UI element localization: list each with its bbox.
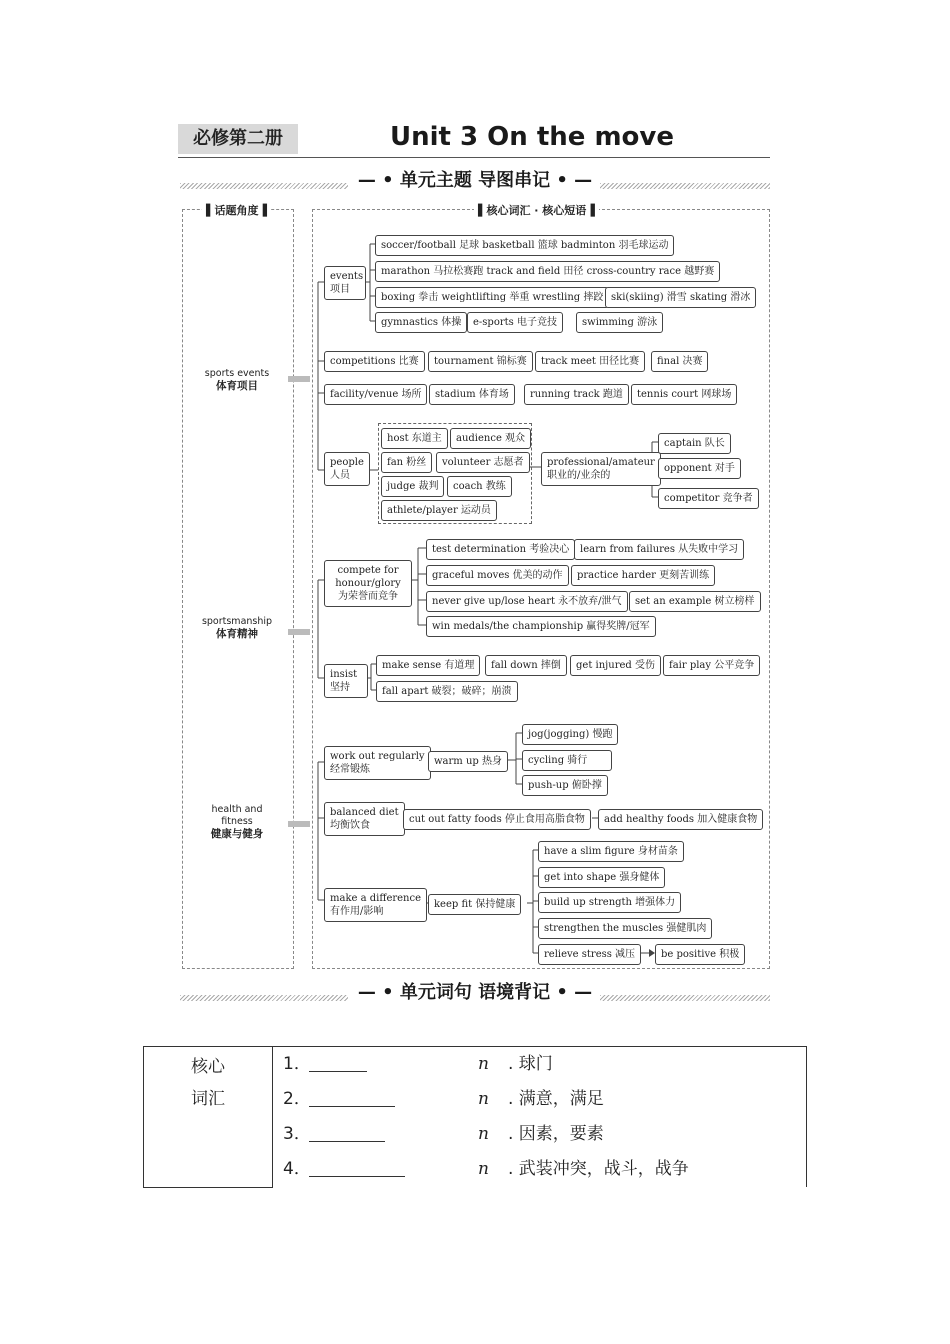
vocab-category: [144, 1047, 273, 1188]
node-audience: audience 观众: [450, 428, 531, 449]
node-professional-amateur: professional/amateur 职业的/业余的: [541, 452, 661, 486]
node-esports: e-sports 电子竞技: [467, 312, 563, 333]
vocab-row: 2． n . 满意，满足: [283, 1089, 604, 1109]
banner2-hatch-right: [600, 995, 770, 1001]
node-opponent: opponent 对手: [658, 458, 741, 479]
node-competitor: competitor 竞争者: [658, 488, 759, 509]
node-learn-failures: learn from failures 从失败中学习: [574, 539, 744, 560]
node-insist: insist 坚持: [324, 664, 368, 698]
node-host: host 东道主: [381, 428, 448, 449]
node-judge: judge 裁判: [381, 476, 444, 497]
node-practice-harder: practice harder 更刻苦训练: [571, 565, 715, 586]
vocab-category-label: 核心 词汇: [191, 1057, 225, 1109]
node-push-up: push-up 俯卧撑: [522, 775, 608, 796]
topic-sportsmanship: sportsmanship 体育精神: [201, 616, 273, 640]
answer-blank[interactable]: [309, 1071, 367, 1072]
node-never-give-up: never give up/lose heart 永不放弃/泄气: [426, 591, 628, 612]
node-jog: jog(jogging) 慢跑: [522, 724, 618, 745]
node-win-medals: win medals/the championship 赢得奖牌/冠军: [426, 616, 656, 637]
node-be-positive: be positive 积极: [655, 944, 745, 965]
node-slim-figure: have a slim figure 身材苗条: [538, 841, 684, 862]
node-swimming: swimming 游泳: [576, 312, 663, 333]
node-fair-play: fair play 公平竞争: [663, 655, 760, 676]
node-facility: facility/venue 场所: [324, 384, 427, 405]
node-final: final 决赛: [651, 351, 708, 372]
node-graceful-moves: graceful moves 优美的动作: [426, 565, 569, 586]
node-events: events 项目: [324, 266, 366, 300]
node-work-out: work out regularly 经常锻炼: [324, 746, 431, 780]
node-tournament: tournament 锦标赛: [428, 351, 533, 372]
node-relieve-stress: relieve stress 减压: [538, 944, 641, 965]
answer-blank[interactable]: [309, 1106, 395, 1107]
node-get-into-shape: get into shape 强身健体: [538, 867, 665, 888]
vocab-row: 3． n . 因素，要素: [283, 1124, 604, 1144]
topic-sports-events: sports events 体育项目: [204, 368, 270, 392]
node-stadium: stadium 体育场: [429, 384, 515, 405]
node-set-example: set an example 树立榜样: [629, 591, 761, 612]
answer-blank[interactable]: [309, 1141, 385, 1142]
vocab-row: 1． n . 球门: [283, 1054, 553, 1074]
node-add-healthy-foods: add healthy foods 加入健康食物: [598, 809, 763, 830]
node-cut-fatty-foods: cut out fatty foods 停止食用高脂食物: [403, 809, 591, 830]
book-tag: 必修第二册: [178, 124, 298, 154]
vocab-rows: [273, 1047, 807, 1188]
node-keep-fit: keep fit 保持健康: [428, 894, 521, 915]
node-strengthen-muscles: strengthen the muscles 强健肌肉: [538, 918, 712, 939]
answer-blank[interactable]: [309, 1176, 405, 1177]
node-test-determination: test determination 考验决心: [426, 539, 575, 560]
node-make-difference: make a difference 有作用/影响: [324, 888, 427, 922]
vocab-table: [143, 1046, 807, 1188]
node-competitions: competitions 比赛: [324, 351, 425, 372]
banner-mindmap: — • 单元主题 导图串记 • —: [357, 170, 593, 191]
banner-sentences: — • 单元词句 语境背记 • —: [357, 982, 593, 1003]
node-build-strength: build up strength 增强体力: [538, 892, 681, 913]
node-people: people 人员: [324, 452, 370, 486]
node-compete: compete for honour/glory 为荣誉而竞争: [324, 560, 412, 607]
node-ball-sports: soccer/football 足球 basketball 篮球 badminton 羽毛球运动: [375, 235, 674, 256]
vocab-panel-label: ▌核心词汇 · 核心短语▐: [474, 202, 599, 218]
topic-panel-label: ▌话题角度▐: [202, 202, 271, 218]
node-track-meet: track meet 田径比赛: [535, 351, 645, 372]
node-athlete: athlete/player 运动员: [381, 500, 497, 521]
node-fall-down: fall down 摔倒: [485, 655, 567, 676]
node-tennis-court: tennis court 网球场: [631, 384, 737, 405]
node-make-sense: make sense 有道理: [376, 655, 480, 676]
banner2-hatch-left: [180, 995, 348, 1001]
node-running: marathon 马拉松赛跑 track and field 田径 cross-country race 越野赛: [375, 261, 720, 282]
node-gymnastics: gymnastics 体操: [375, 312, 467, 333]
node-fan: fan 粉丝: [381, 452, 432, 473]
node-combat: boxing 拳击 weightlifting 举重 wrestling 摔跤: [375, 287, 609, 308]
node-captain: captain 队长: [658, 433, 731, 454]
node-get-injured: get injured 受伤: [570, 655, 661, 676]
node-ski: ski(skiing) 滑雪 skating 滑冰: [605, 287, 756, 308]
node-cycling: cycling 骑行: [522, 750, 612, 771]
node-warm-up: warm up 热身: [428, 751, 508, 772]
node-volunteer: volunteer 志愿者: [436, 452, 530, 473]
node-fall-apart: fall apart 破裂；破碎；崩溃: [376, 681, 518, 702]
unit-title: Unit 3 On the move: [390, 122, 674, 152]
node-running-track: running track 跑道: [524, 384, 629, 405]
vocab-row: 4． n . 武装冲突，战斗，战争: [283, 1159, 689, 1179]
node-balanced-diet: balanced diet 均衡饮食: [324, 802, 405, 836]
topic-health-fitness: health and fitness 健康与健身: [210, 804, 264, 840]
node-coach: coach 教练: [447, 476, 512, 497]
